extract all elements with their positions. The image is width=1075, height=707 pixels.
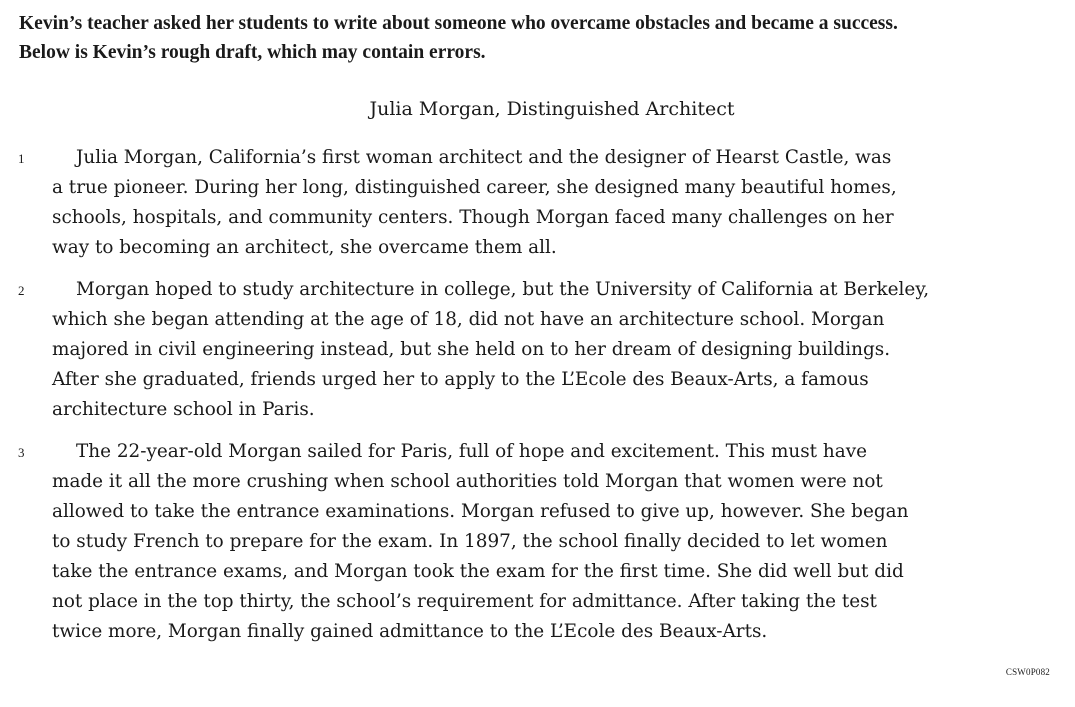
paragraph-line: After she graduated, friends urged her to apply to the L’Ecole des Beaux-Arts, a famous (52, 369, 869, 390)
paragraph-line: majored in civil engineering instead, but she held on to her dream of designing buildings. (52, 339, 891, 360)
paragraph-line: allowed to take the entrance examinations. Morgan refused to give up, however. She began (52, 501, 909, 522)
paragraph-line: to study French to prepare for the exam. In 1897, the school finally decided to let women (52, 531, 888, 552)
paragraph-number: 2 (18, 283, 25, 298)
paragraph-line: which she began attending at the age of 18, did not have an architecture school. Morgan (52, 309, 885, 330)
paragraph-1 (18, 143, 1062, 263)
paragraph-line: twice more, Morgan finally gained admittance to the L’Ecole des Beaux-Arts. (52, 621, 768, 642)
paragraph-line: way to becoming an architect, she overcame them all. (52, 237, 557, 258)
document-code: CSW0P082 (1005, 667, 1050, 677)
paragraph-3 (18, 437, 1062, 647)
paragraph-line: made it all the more crushing when school authorities told Morgan that women were not (52, 471, 883, 492)
paragraph-line: schools, hospitals, and community centers. Though Morgan faced many challenges on her (52, 207, 894, 228)
instructions (19, 9, 1059, 67)
paragraph-number: 3 (18, 445, 25, 460)
paragraph-line: not place in the top thirty, the school’s requirement for admittance. After taking the test (52, 591, 877, 612)
paragraph-line: architecture school in Paris. (52, 399, 315, 420)
instructions-line-2: Below is Kevin’s rough draft, which may contain errors. (19, 42, 486, 63)
paragraph-line: a true pioneer. During her long, distinguished career, she designed many beautiful homes, (52, 177, 897, 198)
paragraph-line: take the entrance exams, and Morgan took the exam for the first time. She did well but did (52, 561, 904, 582)
essay-title: Julia Morgan, Distinguished Architect (369, 98, 735, 120)
paragraph-line: Julia Morgan, California’s first woman architect and the designer of Hearst Castle, was (76, 147, 892, 168)
instructions-line-1: Kevin’s teacher asked her students to write about someone who overcame obstacles and became a success. (19, 13, 898, 34)
paragraph-2 (18, 275, 1062, 425)
paragraph-line: The 22-year-old Morgan sailed for Paris, full of hope and excitement. This must have (76, 441, 867, 462)
paragraph-number: 1 (18, 151, 25, 166)
paragraph-line: Morgan hoped to study architecture in college, but the University of California at Berkeley, (76, 279, 930, 300)
